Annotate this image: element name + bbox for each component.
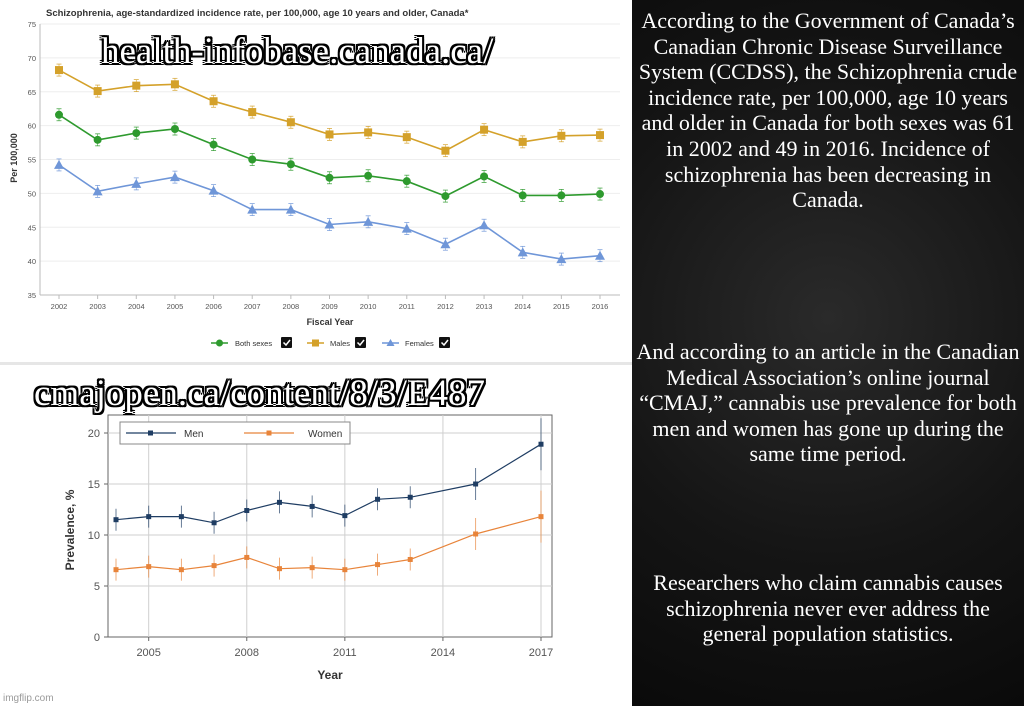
x-tick-label: 2016 — [591, 302, 609, 311]
data-point — [146, 564, 151, 569]
data-point — [473, 531, 478, 536]
data-point — [310, 565, 315, 570]
data-point — [440, 239, 450, 248]
y-axis-label: Per 100,000 — [9, 133, 19, 183]
caption-paragraph-2: And according to an article in the Canadian Medical Association’s online journal “CMAJ,” cannabis use prevalence for both men and women has gone up during the same time period. — [636, 339, 1020, 467]
y-tick-label: 35 — [27, 291, 36, 300]
data-point — [364, 128, 372, 136]
y-tick-label: 20 — [87, 428, 100, 440]
checkbox-checked-icon[interactable] — [281, 337, 292, 348]
data-point — [171, 80, 179, 88]
data-point — [210, 141, 218, 149]
data-point — [519, 138, 527, 146]
data-point — [244, 555, 249, 560]
data-point — [310, 504, 315, 509]
y-tick-label: 75 — [27, 20, 36, 29]
checkbox-checked-icon[interactable] — [439, 337, 450, 348]
legend-item-females[interactable] — [382, 337, 450, 348]
x-tick-label: 2014 — [430, 647, 456, 659]
legend — [120, 422, 350, 444]
x-tick-label: 2011 — [333, 647, 357, 659]
x-tick-label: 2014 — [514, 302, 532, 311]
data-point — [375, 562, 380, 567]
x-tick-label: 2007 — [243, 302, 261, 311]
legend-item-both-sexes[interactable] — [211, 337, 292, 348]
series-women — [114, 491, 544, 581]
caption-paragraph-1: According to the Government of Canada’s Canadian Chronic Disease Surveillance System (CCDSS), the Schizophrenia crude incidence rate, per 100,000, age 10 years and older in Canada for both sexes was 61 in 2002 and 49 in 2016. Incidence of schizophrenia has been decreasing in Canada. — [638, 8, 1018, 213]
y-tick-label: 10 — [87, 530, 100, 542]
data-point — [596, 190, 604, 198]
x-tick-label: 2011 — [398, 302, 415, 311]
x-tick-label: 2005 — [166, 302, 184, 311]
legend-label-both-sexes: Both sexes — [235, 339, 273, 348]
data-point — [212, 563, 217, 568]
data-point — [94, 87, 102, 95]
data-point — [287, 118, 295, 126]
series-males — [55, 64, 604, 157]
x-tick-label: 2003 — [89, 302, 106, 311]
data-point — [171, 125, 179, 133]
y-tick-label: 40 — [27, 257, 36, 267]
data-point — [408, 495, 413, 500]
legend-label-men: Men — [184, 429, 204, 440]
source-url-top: health-infobase.canada.ca/ — [101, 31, 494, 72]
checkbox-checked-icon[interactable] — [355, 337, 366, 348]
y-tick-label: 50 — [27, 189, 36, 199]
x-axis-label: Fiscal Year — [306, 317, 354, 327]
y-axis-label: Prevalence, % — [63, 489, 77, 571]
x-tick-label: 2005 — [136, 647, 161, 659]
data-point — [403, 133, 411, 141]
legend-item-males[interactable] — [307, 337, 366, 348]
data-point — [132, 82, 140, 90]
data-point — [54, 160, 64, 169]
y-tick-label: 70 — [27, 53, 36, 63]
data-point — [55, 66, 63, 74]
data-point — [539, 514, 544, 519]
data-point — [326, 130, 334, 138]
data-point — [480, 126, 488, 134]
chart-title: Schizophrenia, age-standardized incidence rate, per 100,000, age 10 years and older, Canada* — [46, 8, 469, 19]
data-point — [518, 247, 528, 256]
imgflip-watermark: imgflip.com — [3, 693, 54, 704]
caption-paragraph-3: Researchers who claim cannabis causes schizophrenia never ever address the general population statistics. — [653, 570, 1003, 647]
legend-label-males: Males — [330, 339, 351, 348]
data-point — [441, 192, 449, 200]
data-point — [596, 131, 604, 139]
x-tick-label: 2015 — [553, 302, 570, 311]
legend — [211, 337, 450, 348]
x-tick-label: 2002 — [50, 302, 68, 311]
plot-frame — [108, 415, 552, 637]
data-point — [441, 147, 449, 155]
data-point — [94, 136, 102, 144]
legend-label-females: Females — [405, 339, 434, 348]
x-tick-label: 2010 — [359, 302, 377, 311]
y-tick-label: 45 — [27, 223, 36, 233]
data-point — [248, 108, 256, 116]
x-tick-label: 2009 — [321, 302, 338, 311]
x-tick-label: 2017 — [528, 647, 554, 659]
data-point — [557, 191, 565, 199]
data-point — [326, 174, 334, 182]
y-tick-label: 65 — [27, 87, 36, 97]
data-point — [114, 567, 119, 572]
data-point — [248, 156, 256, 164]
x-tick-label: 2013 — [475, 302, 493, 311]
data-point — [595, 251, 605, 260]
prevalence-chart — [0, 365, 632, 706]
data-point — [114, 517, 119, 522]
data-point — [244, 508, 249, 513]
data-point — [277, 566, 282, 571]
data-point — [132, 129, 140, 137]
data-point — [210, 97, 218, 105]
data-point — [479, 220, 489, 229]
data-point — [179, 567, 184, 572]
y-tick-label: 15 — [87, 479, 100, 491]
x-tick-label: 2008 — [234, 647, 260, 659]
caption-panel — [632, 0, 1024, 706]
data-point — [364, 172, 372, 180]
x-axis-label: Year — [317, 668, 343, 682]
data-point — [342, 567, 347, 572]
x-tick-label: 2006 — [205, 302, 222, 311]
x-tick-label: 2004 — [127, 302, 145, 311]
data-point — [403, 177, 411, 185]
data-point — [557, 132, 565, 140]
x-tick-label: 2012 — [437, 302, 454, 311]
data-point — [287, 160, 295, 168]
y-tick-label: 0 — [93, 632, 100, 644]
series-line-women — [116, 517, 541, 570]
data-point — [179, 514, 184, 519]
series-both-sexes — [55, 109, 604, 202]
data-point — [342, 513, 347, 518]
data-point — [473, 482, 478, 487]
y-tick-label: 55 — [27, 155, 36, 165]
data-point — [212, 520, 217, 525]
data-point — [480, 172, 488, 180]
source-url-bottom: cmajopen.ca/content/8/3/E487 — [34, 373, 486, 414]
data-point — [170, 172, 180, 181]
data-point — [55, 111, 63, 119]
data-point — [539, 442, 544, 447]
x-tick-label: 2008 — [282, 302, 300, 311]
data-point — [277, 500, 282, 505]
y-tick-label: 60 — [27, 121, 36, 131]
data-point — [519, 191, 527, 199]
data-point — [146, 514, 151, 519]
legend-label-women: Women — [308, 429, 343, 440]
data-point — [375, 497, 380, 502]
data-point — [408, 557, 413, 562]
y-tick-label: 5 — [93, 581, 100, 593]
